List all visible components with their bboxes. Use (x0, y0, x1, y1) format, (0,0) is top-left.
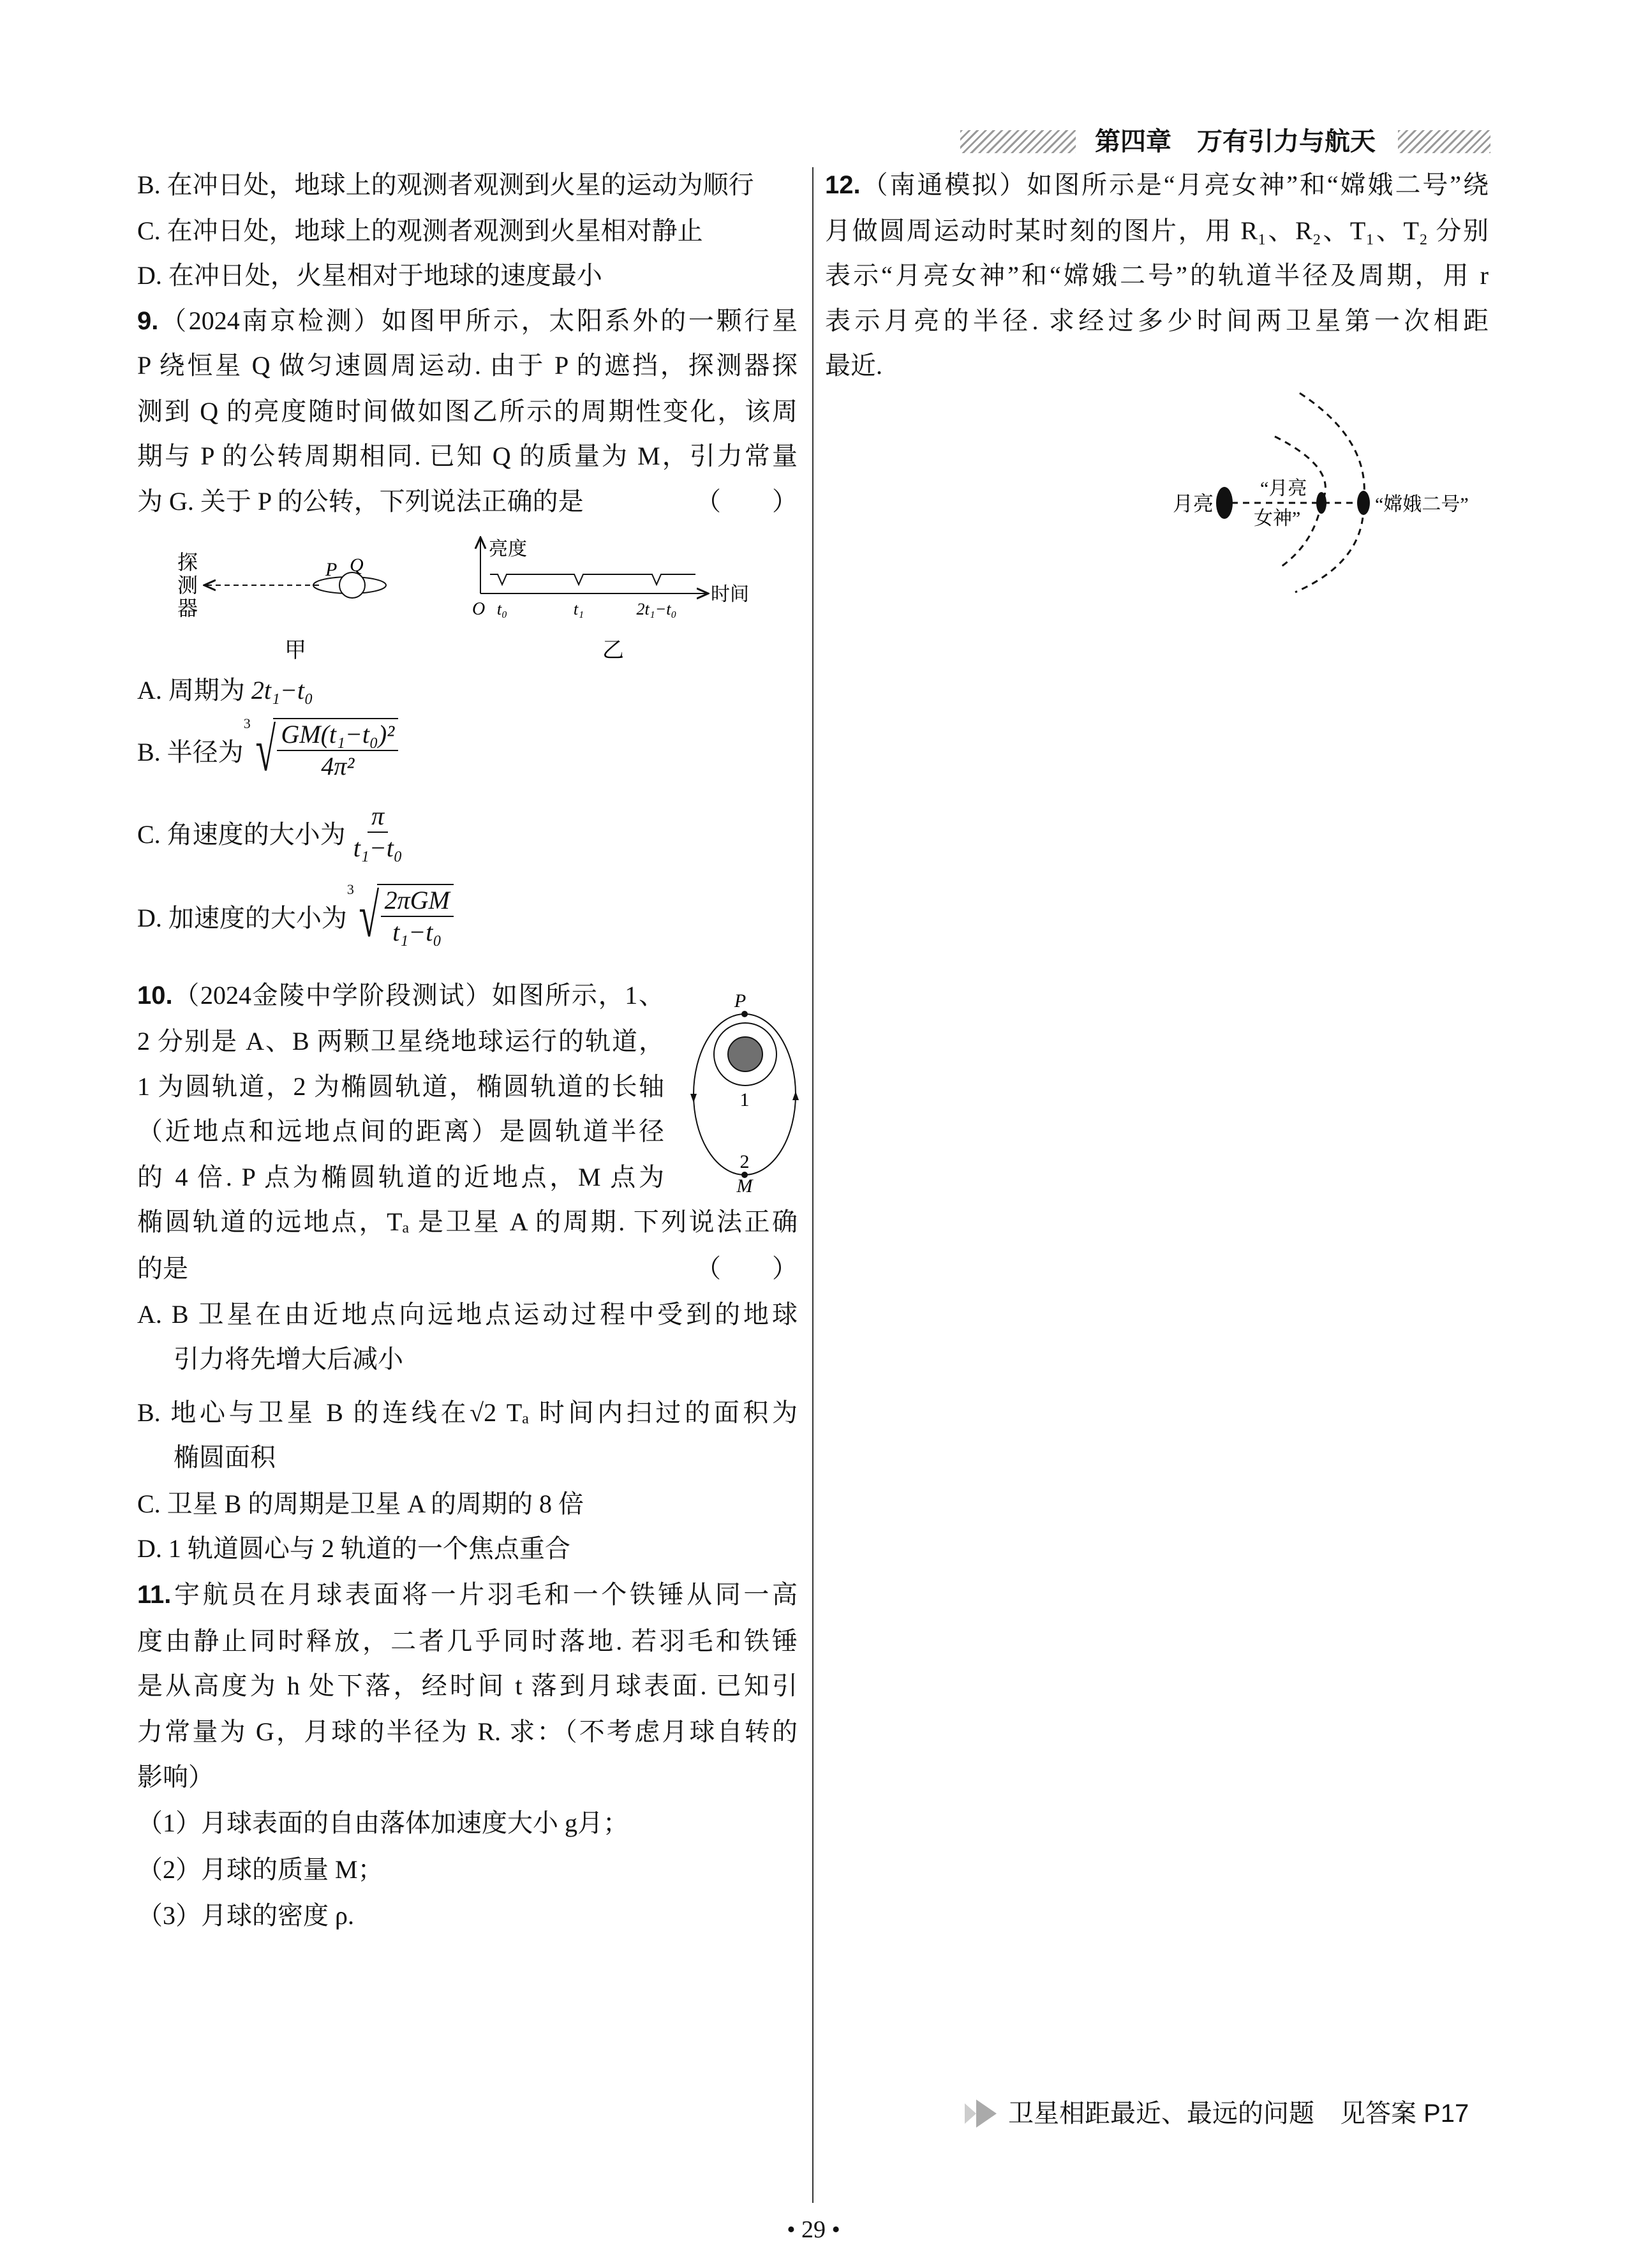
cube-root: 3 √ $\frac{\text{2πGM}}{\text{t₁−t₀}}$ (347, 884, 454, 948)
option-label: B. 半径为 (137, 737, 244, 766)
q11-number: 11. (137, 1581, 172, 1609)
q11-stem-line: 是从高度为 h 处下落，经时间 t 落到月球表面. 已知引 (137, 1671, 798, 1700)
fraction-denominator: t₁−t₀ (392, 918, 442, 946)
q11-subquestion: （3）月球的密度 ρ. (137, 1901, 354, 1930)
q9-stem-line: P 绕恒星 Q 做匀速圆周运动. 由于 P 的遮挡，探测器探 (137, 351, 798, 380)
q9-stem-line: 期与 P 的公转周期相同. 已知 Q 的质量为 M，引力常量 (137, 442, 798, 470)
root-index: 3 (346, 881, 354, 897)
label-moon: 月亮 (1173, 492, 1214, 515)
q10-stem-line: 1 为圆轨道，2 为椭圆轨道，椭圆轨道的长轴 (137, 1072, 664, 1101)
figure-yi (472, 537, 749, 662)
x-axis-label: 时间 (711, 584, 749, 605)
label-sat2: “嫦娥二号” (1375, 494, 1469, 515)
q9-number: 9. (137, 307, 159, 335)
q12-text: （南通模拟）如图所示是“月亮女神”和“嫦娥二号”绕 (860, 170, 1489, 199)
q11-stem-line: 度由静止同时释放，二者几乎同时落地. 若羽毛和铁锤 (137, 1627, 798, 1655)
q11-subquestion: （2）月球的质量 M； (137, 1855, 383, 1884)
q11-stem-line: 力常量为 G，月球的半径为 R. 求：（不考虑月球自转的 (137, 1717, 798, 1746)
q10-option-a: A. B 卫星在由近地点向远地点运动过程中受到的地球 (137, 1300, 798, 1329)
fraction-denominator: 4π² (321, 752, 355, 780)
q12-stem-line: 表示月亮的半径. 求经过多少时间两卫星第一次相距 (825, 306, 1489, 335)
caption-yi: 乙 (602, 639, 624, 662)
figure-jia (177, 551, 386, 662)
q9-text: （2024南京检测）如图甲所示，太阳系外的一颗行星 (158, 306, 798, 335)
page-number: • 29 • (787, 2216, 840, 2243)
q12-stem-line: 最近. (825, 351, 882, 380)
label-p: P (325, 559, 338, 580)
q10-answer-bracket: （ ） (695, 1254, 798, 1283)
q12-stem-line: 表示“月亮女神”和“嫦娥二号”的轨道半径及周期，用 r (825, 261, 1489, 290)
q11-stem-line: 影响） (137, 1763, 214, 1791)
q8-option-d: D. 在冲日处，火星相对于地球的速度最小 (137, 261, 602, 290)
detector-label-2: 测 (177, 574, 198, 597)
option-label: A. 周期为 (137, 676, 245, 705)
q10-text: 的是 (137, 1254, 188, 1283)
label-sat1-b: 女神” (1254, 508, 1301, 529)
tick-t1: t₁ (573, 600, 584, 618)
caption-jia: 甲 (285, 639, 306, 662)
satellite-yueliang-nvshen (1316, 492, 1326, 514)
origin-label: O (472, 599, 486, 619)
label-sat1-a: “月亮 (1260, 478, 1307, 499)
cube-root: 3 √ $\frac{\text{GM(t₁−t₀)²}}{\text{4π²}}$ (244, 718, 399, 782)
tick-2t1-t0: 2t₁−t₀ (636, 600, 677, 618)
q8-option-c: C. 在冲日处，地球上的观测者观测到火星相对静止 (137, 216, 703, 245)
label-orbit-2: 2 (739, 1151, 750, 1172)
label-m: M (736, 1175, 753, 1197)
footer-arrow-icon (965, 2100, 997, 2128)
footer-answer-ref[interactable]: 见答案 P17 (1340, 2100, 1469, 2128)
detector-label-1: 探 (177, 551, 198, 574)
figure-moon (1173, 393, 1469, 592)
footer-topic: 卫星相距最近、最远的问题 (1008, 2100, 1314, 2128)
detector-label-3: 器 (177, 597, 198, 620)
moon (1216, 487, 1233, 519)
q10-option-b: B. 地心与卫星 B 的连线在√2 Tₐ 时间内扫过的面积为 (137, 1398, 798, 1427)
q10-option-d: D. 1 轨道圆心与 2 轨道的一个焦点重合 (137, 1534, 570, 1563)
label-p: P (734, 990, 747, 1011)
fraction-denominator: t₁−t₀ (353, 833, 403, 862)
option-expr: 2t₁−t₀ (251, 676, 313, 705)
satellite-change-2 (1357, 491, 1370, 515)
q8-option-b: B. 在冲日处，地球上的观测者观测到火星的运动为顺行 (137, 170, 754, 199)
fraction-numerator: π (368, 801, 388, 833)
label-orbit-1: 1 (739, 1089, 750, 1110)
q9-text: 为 G. 关于 P 的公转，下列说法正确的是 (137, 487, 584, 516)
star-q (339, 572, 365, 598)
earth (728, 1037, 762, 1071)
option-label: C. 角速度的大小为 (137, 819, 346, 849)
chapter-title: 第四章 万有引力与航天 (1095, 128, 1376, 156)
q10-stem-line: 椭圆轨道的远地点，Tₐ 是卫星 A 的周期. 下列说法正确 (137, 1207, 798, 1236)
q10-option-a-cont: 引力将先增大后减小 (174, 1345, 403, 1373)
q10-option-b-cont: 椭圆面积 (174, 1443, 276, 1472)
root-index: 3 (243, 715, 251, 731)
point-p (741, 1011, 748, 1017)
q11-subquestion: （1）月球表面的自由落体加速度大小 g月； (137, 1809, 628, 1837)
fraction-numerator: GM(t₁−t₀)² (277, 719, 398, 751)
q12-stem-line: 月做圆周运动时某时刻的图片，用 R₁、R₂、T₁、T₂ 分别 (825, 216, 1489, 245)
arrow-up-icon (792, 1091, 799, 1100)
arrow-down-icon (690, 1094, 697, 1103)
brightness-curve (490, 574, 695, 585)
q9-stem-line: 测到 Q 的亮度随时间做如图乙所示的周期性变化，该周 (137, 397, 798, 426)
figure-orbits (690, 990, 799, 1197)
q11-text: 宇航员在月球表面将一片羽毛和一个铁锤从同一高 (171, 1580, 798, 1609)
q10-stem-line: 的 4 倍. P 点为椭圆轨道的近地点，M 点为 (137, 1163, 664, 1191)
footer-note (1008, 2096, 1469, 2131)
y-axis-label: 亮度 (489, 539, 527, 560)
option-label: D. 加速度的大小为 (137, 903, 347, 932)
tick-t0: t₀ (496, 600, 508, 618)
q10-option-c: C. 卫星 B 的周期是卫星 A 的周期的 8 倍 (137, 1489, 584, 1518)
label-q: Q (350, 555, 364, 576)
q12-number: 12. (825, 171, 861, 199)
q10-text: （2024金陵中学阶段测试）如图所示，1、 (172, 981, 664, 1010)
q10-stem-line: 2 分别是 A、B 两颗卫星绕地球运行的轨道， (137, 1027, 664, 1056)
q9-answer-bracket: （ ） (695, 487, 798, 516)
q10-stem-line: （近地点和远地点间的距离）是圆轨道半径 (137, 1117, 664, 1145)
q10-number: 10. (137, 981, 173, 1010)
fraction-numerator: 2πGM (381, 885, 454, 917)
